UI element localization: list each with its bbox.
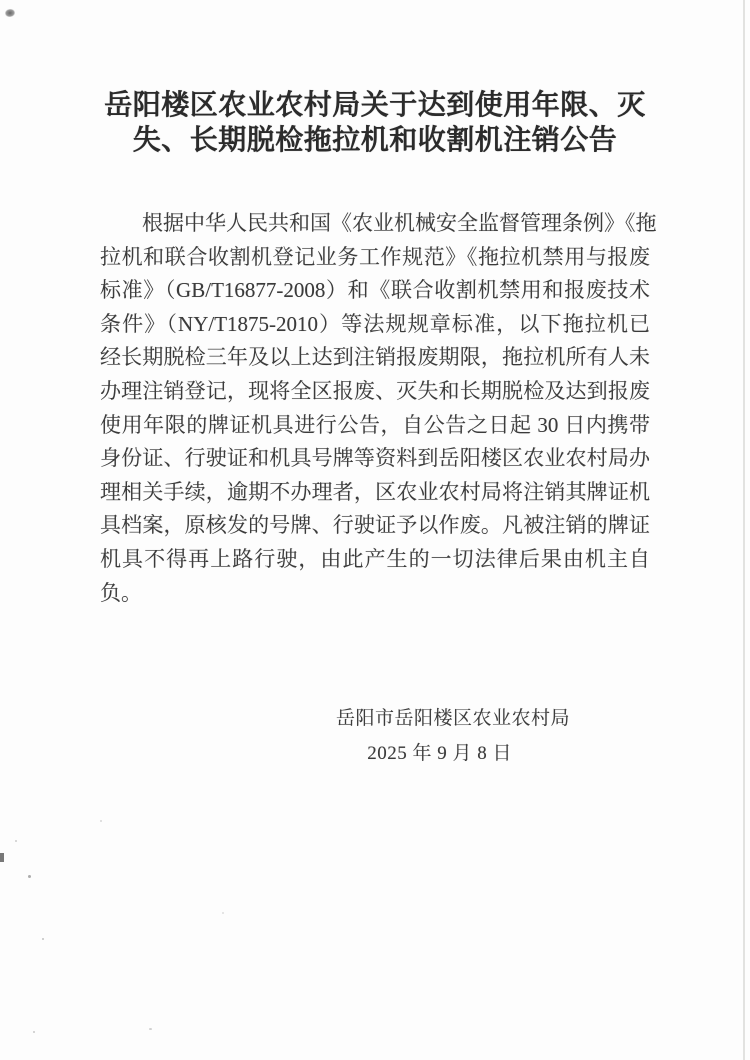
- body-line: 负。: [100, 580, 142, 605]
- body-line: 办理注销登记，现将全区报废、灭失和长期脱检及达到报废: [100, 378, 650, 403]
- document-title: [0, 88, 750, 158]
- body-line: 经长期脱检三年及以上达到注销报废期限，拖拉机所有人未: [100, 345, 650, 370]
- announcement-body: [100, 207, 657, 610]
- scan-speck: [100, 820, 102, 822]
- scan-speck: [42, 938, 44, 940]
- body-line: 拉机和联合收割机登记业务工作规范》《拖拉机禁用与报废: [100, 244, 650, 269]
- scan-edge-line: [743, 0, 745, 1060]
- issuing-agency: 岳阳市岳阳楼区农业农村局: [335, 708, 570, 729]
- body-line: 身份证、行驶证和机具号牌等资料到岳阳楼区农业农村局办: [100, 446, 650, 471]
- scan-smudge: [4, 8, 15, 17]
- scan-speck: [149, 1028, 152, 1030]
- scan-speck: [222, 912, 224, 914]
- document-title-line-1: 岳阳楼区农业农村局关于达到使用年限、灭: [104, 90, 646, 121]
- body-line: 根据中华人民共和国《农业机械安全监督管理条例》《拖: [142, 211, 657, 235]
- scan-speck: [33, 1031, 35, 1033]
- body-line: 标准》（GB/T16877-2008）和《联合收割机禁用和报废技术: [100, 278, 650, 303]
- scan-mark: [0, 853, 4, 862]
- issue-date: 2025 年 9 月 8 日: [367, 743, 512, 764]
- body-line: 条件》（NY/T1875-2010）等法规规章标准，以下拖拉机已: [100, 311, 650, 336]
- body-line: 具档案，原核发的号牌、行驶证予以作废。凡被注销的牌证: [100, 513, 650, 538]
- body-line: 机具不得再上路行驶，由此产生的一切法律后果由机主自: [100, 546, 650, 571]
- body-line: 理相关手续，逾期不办理者，区农业农村局将注销其牌证机: [100, 479, 650, 504]
- scan-speck: [15, 840, 17, 842]
- body-line: 使用年限的牌证机具进行公告，自公告之日起 30 日内携带: [100, 412, 650, 437]
- scan-speck: [28, 875, 31, 878]
- document-title-line-2: 失、长期脱检拖拉机和收割机注销公告: [132, 125, 618, 156]
